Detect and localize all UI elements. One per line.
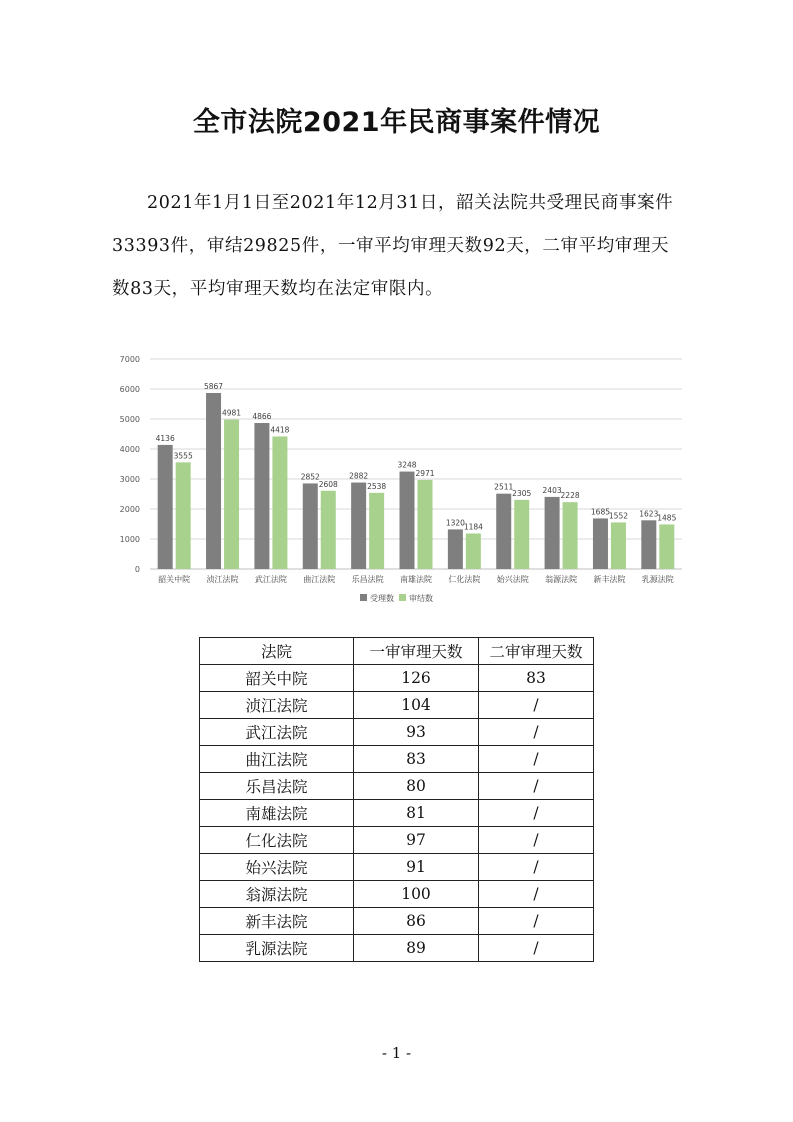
second-instance-days-cell: / xyxy=(479,773,594,800)
header-court: 法院 xyxy=(200,638,354,665)
page-title: 全市法院2021年民商事案件情况 xyxy=(192,107,601,138)
data-label-concluded: 2608 xyxy=(318,479,338,489)
x-category-label: 曲江法院 xyxy=(303,575,336,584)
x-category-label: 新丰法院 xyxy=(593,575,626,584)
data-label-accepted: 2403 xyxy=(542,485,562,495)
header-second-instance: 二审审理天数 xyxy=(479,638,594,665)
case-bar-chart xyxy=(110,345,690,615)
data-label-concluded: 1184 xyxy=(463,522,483,532)
table-row xyxy=(200,827,594,854)
table-row xyxy=(200,746,594,773)
court-name-cell: 乳源法院 xyxy=(200,935,354,962)
y-tick-label: 3000 xyxy=(119,475,140,484)
summary-paragraph xyxy=(112,182,682,311)
x-category-label: 南雄法院 xyxy=(400,575,432,584)
data-label-concluded: 1485 xyxy=(657,513,677,523)
second-instance-days-cell: 83 xyxy=(479,665,594,692)
data-label-accepted: 4136 xyxy=(155,433,175,443)
x-category-label: 仁化法院 xyxy=(448,575,481,584)
x-category-label: 浈江法院 xyxy=(206,575,239,584)
data-label-accepted: 2882 xyxy=(349,471,369,481)
court-name-cell: 新丰法院 xyxy=(200,908,354,935)
first-instance-days-cell: 81 xyxy=(354,800,479,827)
summary-text: 2021年1月1日至2021年12月31日，韶关法院共受理民商事案件33393件，审结29825件，一审平均审理天数92天，二审平均审理天数83天，平均审理天数均在法定审限内。 xyxy=(112,193,674,299)
y-tick-label: 0 xyxy=(134,565,140,574)
first-instance-days-cell: 126 xyxy=(354,665,479,692)
bar-concluded xyxy=(224,420,239,569)
x-category-label: 翁源法院 xyxy=(545,575,578,584)
data-label-concluded: 2305 xyxy=(512,488,532,498)
bar-accepted xyxy=(254,423,269,569)
table-row xyxy=(200,935,594,962)
table-header-row xyxy=(200,638,594,665)
data-label-accepted: 2511 xyxy=(494,482,514,492)
second-instance-days-cell: / xyxy=(479,827,594,854)
court-name-cell: 南雄法院 xyxy=(200,800,354,827)
data-label-accepted: 1623 xyxy=(639,509,659,519)
bar-accepted xyxy=(545,497,560,569)
data-label-accepted: 5867 xyxy=(203,381,224,391)
bar-concluded xyxy=(272,436,287,569)
second-instance-days-cell: / xyxy=(479,746,594,773)
bar-concluded xyxy=(563,502,578,569)
legend-label-concluded: 审结数 xyxy=(409,594,433,603)
bar-accepted xyxy=(206,393,221,569)
second-instance-days-cell: / xyxy=(479,881,594,908)
court-name-cell: 浈江法院 xyxy=(200,692,354,719)
bar-concluded xyxy=(418,480,433,569)
table-row xyxy=(200,719,594,746)
x-category-label: 武江法院 xyxy=(254,575,287,584)
data-label-concluded: 1552 xyxy=(608,511,629,521)
bar-accepted xyxy=(496,494,511,569)
second-instance-days-cell: / xyxy=(479,935,594,962)
y-tick-label: 2000 xyxy=(119,505,140,514)
bar-accepted xyxy=(448,529,463,569)
table-row xyxy=(200,908,594,935)
bar-accepted xyxy=(303,483,318,569)
x-category-label: 乐昌法院 xyxy=(351,575,384,584)
first-instance-days-cell: 93 xyxy=(354,719,479,746)
trial-days-table xyxy=(199,637,594,962)
second-instance-days-cell: / xyxy=(479,854,594,881)
bar-concluded xyxy=(466,533,481,569)
first-instance-days-cell: 80 xyxy=(354,773,479,800)
bar-concluded xyxy=(611,522,626,569)
bar-accepted xyxy=(351,483,366,569)
bar-concluded xyxy=(659,524,674,569)
y-tick-label: 5000 xyxy=(119,415,140,424)
court-name-cell: 武江法院 xyxy=(200,719,354,746)
first-instance-days-cell: 91 xyxy=(354,854,479,881)
court-name-cell: 始兴法院 xyxy=(200,854,354,881)
bar-accepted xyxy=(158,445,173,569)
data-label-concluded: 2971 xyxy=(415,468,435,478)
first-instance-days-cell: 100 xyxy=(354,881,479,908)
court-name-cell: 翁源法院 xyxy=(200,881,354,908)
y-tick-label: 1000 xyxy=(119,535,140,544)
x-category-label: 乳源法院 xyxy=(641,575,674,584)
page-number: - 1 - xyxy=(381,1044,412,1062)
data-label-concluded: 3555 xyxy=(173,451,193,461)
bar-concluded xyxy=(369,493,384,569)
second-instance-days-cell: / xyxy=(479,908,594,935)
bar-concluded xyxy=(514,500,529,569)
header-first-instance: 一审审理天数 xyxy=(354,638,479,665)
data-label-accepted: 4866 xyxy=(252,412,272,422)
court-name-cell: 乐昌法院 xyxy=(200,773,354,800)
data-label-accepted: 1320 xyxy=(445,518,465,528)
data-label-concluded: 4981 xyxy=(221,408,242,418)
y-tick-label: 4000 xyxy=(119,445,140,454)
court-name-cell: 仁化法院 xyxy=(200,827,354,854)
bar-concluded xyxy=(321,491,336,569)
legend-label-accepted: 受理数 xyxy=(370,594,394,603)
court-name-cell: 曲江法院 xyxy=(200,746,354,773)
data-label-concluded: 2228 xyxy=(560,491,580,501)
table-row xyxy=(200,854,594,881)
data-label-accepted: 2852 xyxy=(300,472,320,482)
legend-swatch-accepted xyxy=(360,594,367,601)
x-category-label: 韶关中院 xyxy=(158,575,191,584)
bar-accepted xyxy=(400,472,415,569)
second-instance-days-cell: / xyxy=(479,800,594,827)
second-instance-days-cell: / xyxy=(479,719,594,746)
bar-accepted xyxy=(641,520,656,569)
table-row xyxy=(200,800,594,827)
data-label-accepted: 1685 xyxy=(590,507,611,517)
second-instance-days-cell: / xyxy=(479,692,594,719)
table-row xyxy=(200,881,594,908)
data-label-accepted: 3248 xyxy=(397,460,417,470)
legend-swatch-concluded xyxy=(399,594,406,601)
data-label-concluded: 2538 xyxy=(367,481,387,491)
first-instance-days-cell: 97 xyxy=(354,827,479,854)
bar-accepted xyxy=(593,518,608,569)
first-instance-days-cell: 89 xyxy=(354,935,479,962)
first-instance-days-cell: 86 xyxy=(354,908,479,935)
bar-concluded xyxy=(176,462,191,569)
x-category-label: 始兴法院 xyxy=(496,575,529,584)
first-instance-days-cell: 83 xyxy=(354,746,479,773)
first-instance-days-cell: 104 xyxy=(354,692,479,719)
table-row xyxy=(200,773,594,800)
table-row xyxy=(200,692,594,719)
y-tick-label: 7000 xyxy=(119,355,140,364)
y-tick-label: 6000 xyxy=(119,385,140,394)
court-name-cell: 韶关中院 xyxy=(200,665,354,692)
table-row xyxy=(200,665,594,692)
data-label-concluded: 4418 xyxy=(270,425,290,435)
